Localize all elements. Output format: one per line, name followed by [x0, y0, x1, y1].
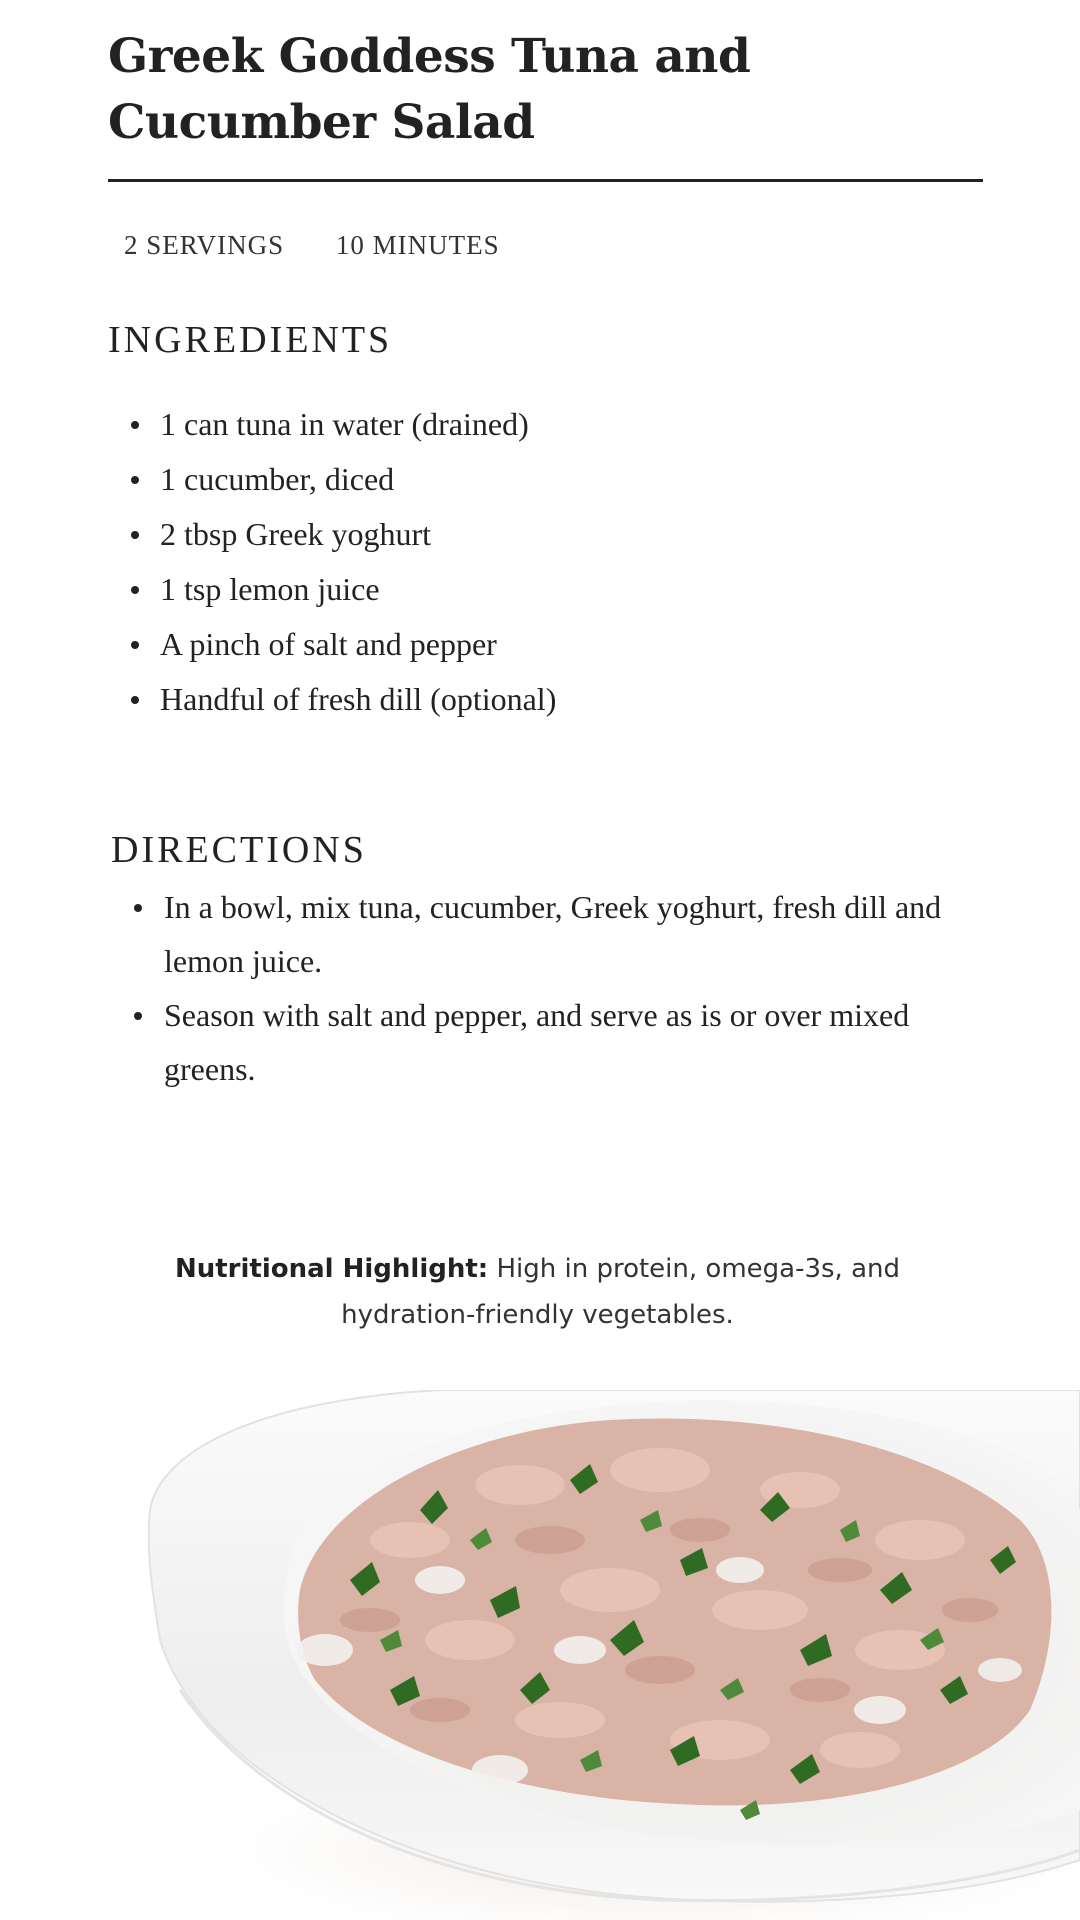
ingredient-item: Handful of fresh dill (optional) — [128, 672, 988, 727]
salad-photo — [140, 1390, 1080, 1920]
recipe-title: Greek Goddess Tuna and Cucumber Salad — [108, 29, 751, 150]
ingredients-list — [128, 397, 988, 727]
servings-label: 2 SERVINGS — [124, 230, 285, 260]
title-divider — [108, 179, 983, 182]
directions-list — [131, 880, 951, 1096]
direction-step: Season with salt and pepper, and serve as is or over mixed greens. — [131, 988, 951, 1096]
ingredient-item: 1 tsp lemon juice — [128, 562, 988, 617]
directions-heading: DIRECTIONS — [111, 829, 367, 871]
nutrition-label: Nutritional Highlight: — [174, 1254, 489, 1284]
salad-bowl-illustration — [140, 1390, 1080, 1920]
ingredient-item: A pinch of salt and pepper — [128, 617, 988, 672]
time-label: 10 MINUTES — [335, 230, 500, 260]
recipe-meta — [124, 230, 500, 261]
ingredient-item: 1 cucumber, diced — [128, 452, 988, 507]
nutritional-highlight — [120, 1246, 955, 1338]
direction-step: In a bowl, mix tuna, cucumber, Greek yoghurt, fresh dill and lemon juice. — [131, 880, 951, 988]
nutrition-text: High in protein, omega-3s, and hydration-friendly vegetables. — [341, 1254, 900, 1330]
ingredients-heading: INGREDIENTS — [108, 319, 393, 361]
ingredient-item: 1 can tuna in water (drained) — [128, 397, 988, 452]
ingredient-item: 2 tbsp Greek yoghurt — [128, 507, 988, 562]
